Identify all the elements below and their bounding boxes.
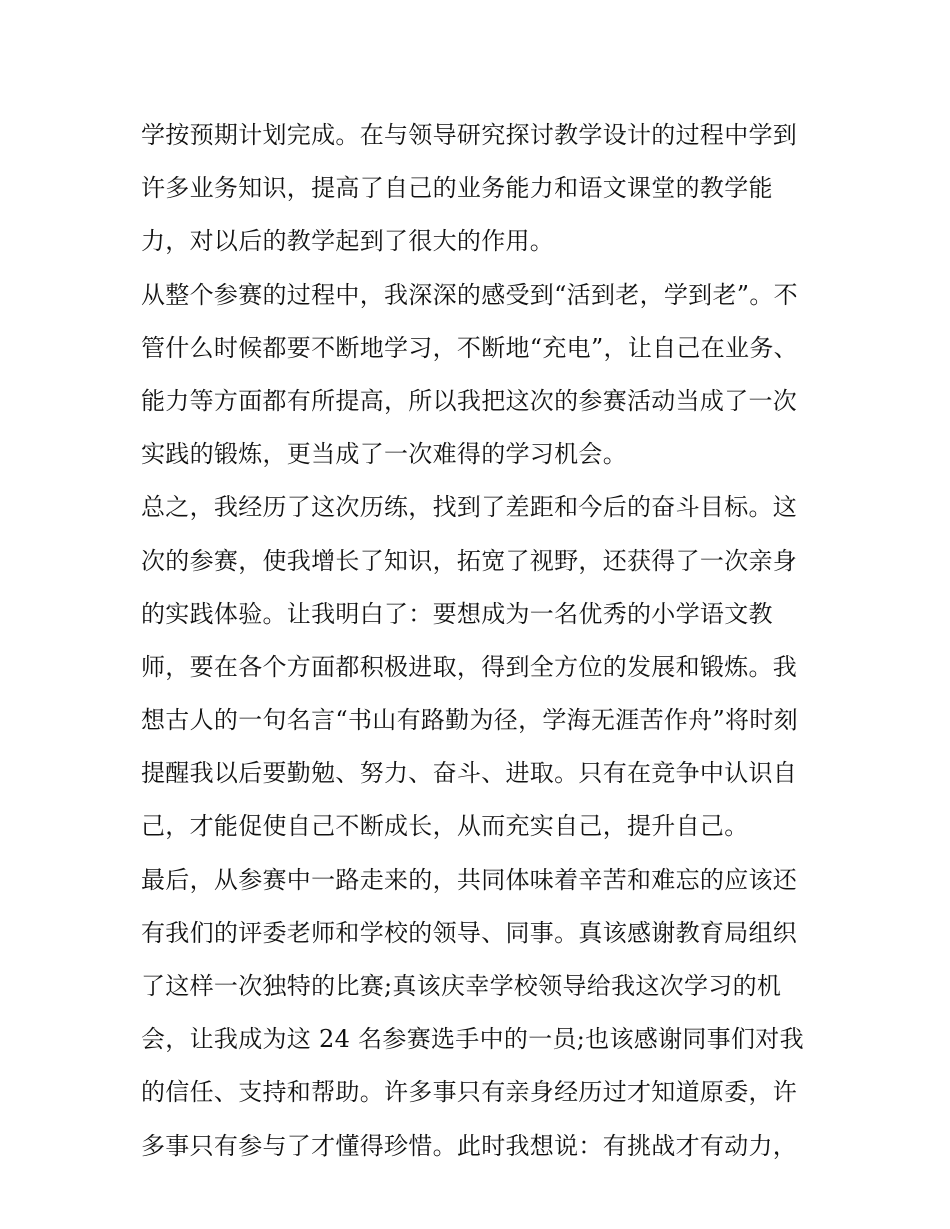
text-line: 从整个参赛的过程中，我深深的感受到“活到老，学到老”。不: [141, 280, 798, 309]
text-line: 了这样一次独特的比赛;真该庆幸学校领导给我这次学习的机: [141, 972, 782, 1000]
text-line: 会，让我成为这 24 名参赛选手中的一员;也该感谢同事们对我: [141, 1025, 804, 1054]
text-line: 实践的锻炼，更当成了一次难得的学习机会。: [141, 440, 627, 469]
text-line: 总之，我经历了这次历练，找到了差距和今后的奋斗目标。这: [141, 493, 798, 522]
text-line: 能力等方面都有所提高，所以我把这次的参赛活动当成了一次: [141, 386, 798, 415]
body-text: [141, 109, 813, 1173]
text-line: 提醒我以后要勤勉、努力、奋斗、进取。只有在竞争中认识自: [141, 759, 798, 788]
text-line: 有我们的评委老师和学校的领导、同事。真该感谢教育局组织: [141, 918, 798, 947]
text-line: 许多业务知识，提高了自己的业务能力和语文课堂的教学能: [141, 174, 773, 203]
text-line: 次的参赛，使我增长了知识，拓宽了视野，还获得了一次亲身: [141, 546, 798, 575]
text-line: 多事只有参与了才懂得珍惜。此时我想说：有挑战才有动力，: [141, 1131, 798, 1160]
text-line: 最后，从参赛中一路走来的，共同体味着辛苦和难忘的应该还: [141, 865, 798, 894]
text-line: 学按预期计划完成。在与领导研究探讨教学设计的过程中学到: [141, 121, 798, 149]
text-line: 的信任、支持和帮助。许多事只有亲身经历过才知道原委，许: [141, 1078, 798, 1107]
text-line: 想古人的一句名言“书山有路勤为径，学海无涯苦作舟”将时刻: [141, 706, 798, 735]
text-line: 的实践体验。让我明白了：要想成为一名优秀的小学语文教: [141, 599, 773, 628]
text-line: 师，要在各个方面都积极进取，得到全方位的发展和锻炼。我: [141, 652, 798, 681]
text-line: 己，才能促使自己不断成长，从而充实自己，提升自己。: [141, 812, 749, 841]
text-line: 管什么时候都要不断地学习，不断地“充电”，让自己在业务、: [141, 333, 798, 362]
text-line: 力，对以后的教学起到了很大的作用。: [141, 227, 555, 256]
